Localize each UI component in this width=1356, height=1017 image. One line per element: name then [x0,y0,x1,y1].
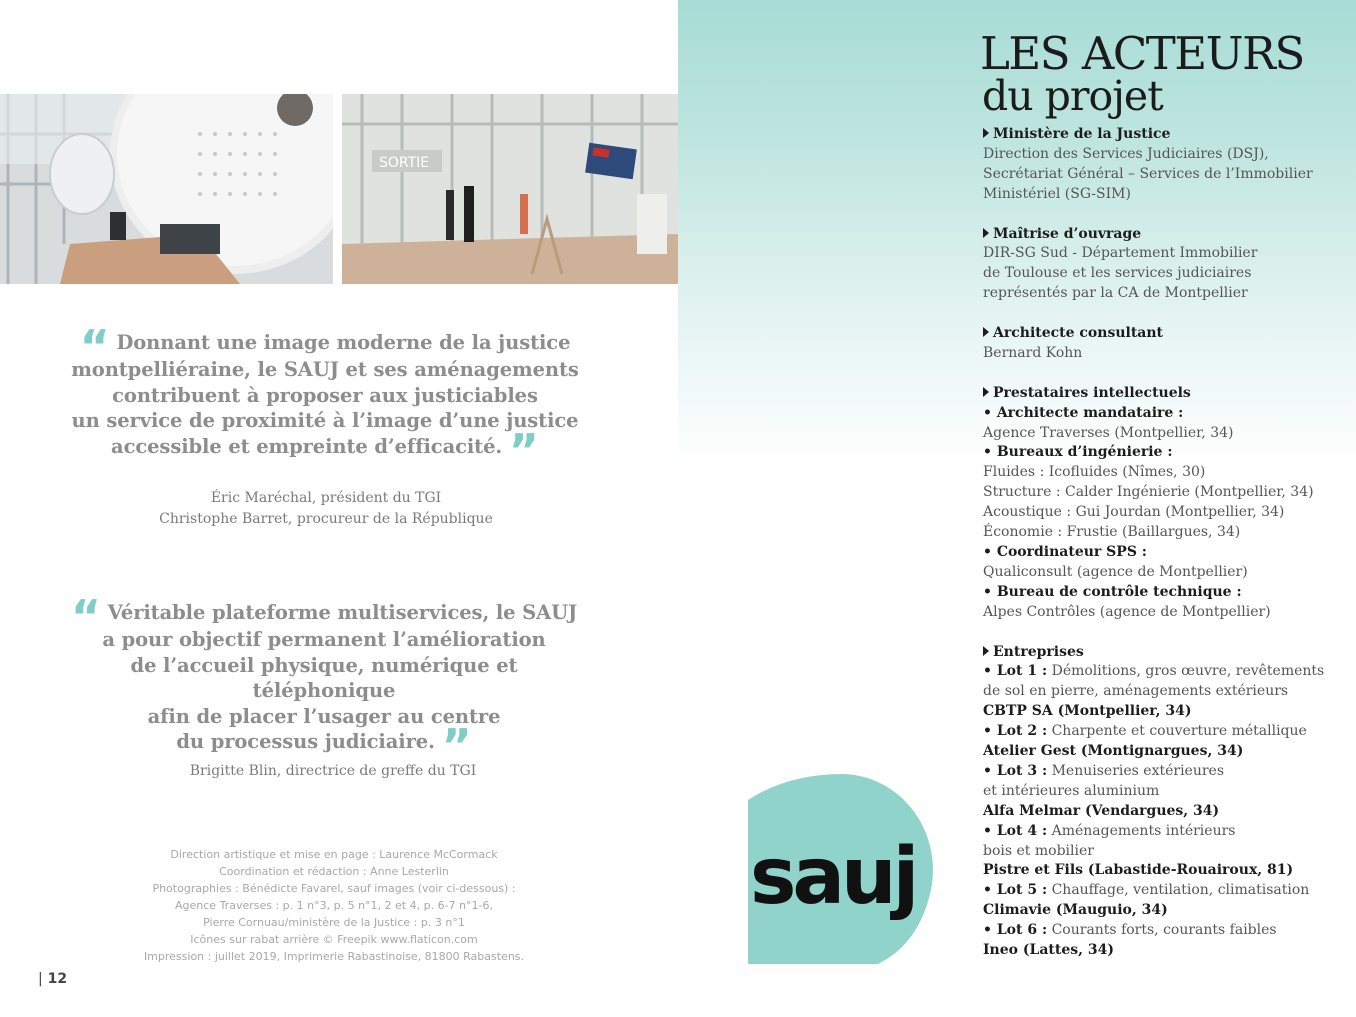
reception-desk-illustration [0,94,333,284]
list-item [983,901,1343,921]
list-item [983,802,1343,822]
page-number-bar: | [38,971,43,987]
section-heading-text: Ministère de la Justice [993,126,1171,142]
list-item-bold: • Lot 3 : [983,762,1048,779]
list-item [983,662,1343,682]
credits-line: Direction artistique et mise en page : Laurence McCormack [170,848,498,861]
credits-line: Photographies : Bénédicte Favarel, sauf images (voir ci-dessous) : [152,882,516,895]
list-item-text: Bernard Kohn [983,344,1083,361]
page-title: LES ACTEURS [980,27,1304,80]
list-item [983,185,1343,205]
list-item-bold: CBTP SA (Montpellier, 34) [983,703,1192,720]
section-heading-text: Prestataires intellectuels [993,384,1191,401]
list-item-text: Acoustique : Gui Jourdan (Montpellier, 34) [983,504,1285,521]
list-item-bold: Atelier Gest (Montignargues, 34) [983,743,1244,760]
exit-sign-text: SORTIE [379,155,430,171]
list-item-bold: • Lot 5 : [983,882,1048,899]
triangle-bullet-icon [983,228,989,238]
list-item-text: représentés par la CA de Montpellier [983,285,1248,302]
section-gap [983,304,1343,324]
list-item-bold: • Architecte mandataire : [983,404,1184,421]
list-item [983,921,1343,941]
list-item-bold: Climavie (Mauguio, 34) [983,902,1168,919]
list-item-bold: • Coordinateur SPS : [983,543,1147,560]
list-item [983,284,1343,304]
signature-2: Brigitte Blin, directrice de greffe du TGI [189,763,477,779]
list-item [983,702,1343,722]
list-item [983,503,1343,523]
quote-1-line-4: un service de proximité à l’image d’une justice [71,409,579,432]
quote-open-mark: “ [79,320,110,374]
list-item [983,523,1343,543]
triangle-bullet-icon [983,327,989,337]
triangle-bullet-icon [983,128,989,138]
quote-1-line-2: montpelliéraine, le SAUJ et ses aménagements [71,358,579,381]
hall-illustration [342,94,678,284]
signature-1-line-1: Éric Maréchal, président du TGI [210,490,442,506]
list-item-text: Charpente et couverture métallique [1047,723,1307,740]
list-item-text: Structure : Calder Ingénierie (Montpellier, 34) [983,484,1314,501]
section-heading [983,384,1343,404]
list-item-bold: • Bureau de contrôle technique : [983,583,1242,600]
quote-close-mark: ” [508,423,539,478]
credits-line: Impression : juillet 2019, Imprimerie Rabastinoise, 81800 Rabastens. [143,950,525,963]
list-item-bold: • Lot 1 : [983,663,1048,680]
list-item [983,881,1343,901]
quote-close-mark: ” [441,719,472,773]
list-item-text: Qualiconsult (agence de Montpellier) [983,563,1248,580]
list-item-bold: • Lot 4 : [983,822,1048,839]
list-item [983,244,1343,264]
list-item-text: Direction des Services Judiciaires (DSJ), [983,145,1269,162]
list-item [983,404,1343,424]
page-number [38,971,67,987]
section-heading-text: Maîtrise d’ouvrage [993,225,1142,242]
list-item [983,145,1343,165]
list-item-text: bois et mobilier [983,842,1094,859]
list-item-text: Fluides : Icofluides (Nîmes, 30) [983,464,1206,481]
quote-2-line-4: afin de placer l’usager au centre [147,704,501,728]
list-item [983,424,1343,444]
list-item-bold: Ineo (Lattes, 34) [983,942,1114,959]
section-heading [983,125,1343,145]
list-item-bold: Alfa Melmar (Vendargues, 34) [983,802,1220,819]
page-subtitle: du projet [982,72,1163,120]
list-item [983,941,1343,961]
section-heading [983,324,1343,344]
quote-2-line-5: du processus judiciaire. [176,730,435,753]
list-item-text: Agence Traverses (Montpellier, 34) [983,424,1234,441]
list-item [983,603,1343,623]
list-item [983,443,1343,463]
list-item [983,563,1343,583]
list-item [983,782,1343,802]
triangle-bullet-icon [983,646,989,656]
section-heading [983,643,1343,663]
list-item [983,463,1343,483]
actors-list [983,125,1343,961]
list-item-text: de sol en pierre, aménagements extérieurs [983,683,1289,700]
list-item [983,543,1343,563]
list-item [983,264,1343,284]
quote-1-line-3: contribuent à proposer aux justiciables [112,383,538,407]
list-item-text: Chauffage, ventilation, climatisation [1047,882,1310,899]
list-item-text: Aménagements intérieurs [1047,822,1236,839]
quote-open-mark: “ [70,590,101,644]
list-item-bold: • Lot 2 : [983,723,1048,740]
list-item-text: Alpes Contrôles (agence de Montpellier) [983,603,1271,620]
list-item [983,861,1343,881]
list-item-text: DIR-SG Sud - Département Immobilier [983,245,1258,262]
section-gap [983,205,1343,225]
list-item-text: de Toulouse et les services judiciaires [983,265,1252,282]
page-number-value: 12 [47,971,68,987]
list-item [983,842,1343,862]
list-item-bold: Pistre et Fils (Labastide-Rouairoux, 81) [983,862,1294,879]
sauj-logo [748,774,934,964]
credits-line: Coordination et rédaction : Anne Lesterlin [219,865,449,878]
list-item-text: Démolitions, gros œuvre, revêtements [1047,663,1325,680]
logo-text: sauj [750,832,916,922]
quote-2-line-1: Véritable plateforme multiservices, le SAUJ [107,601,578,624]
list-item-text: Ministériel (SG-SIM) [983,185,1131,202]
list-item [983,344,1343,364]
list-item-text: Secrétariat Général – Services de l’Immobilier [983,165,1313,182]
list-item [983,722,1343,742]
section-heading-text: Architecte consultant [993,325,1164,342]
list-item-bold: • Bureaux d’ingénierie : [983,444,1173,461]
list-item-text: Courants forts, courants faibles [1047,922,1277,939]
list-item-text: Menuiseries extérieures [1047,762,1225,779]
list-item [983,682,1343,702]
quote-2-line-3: de l’accueil physique, numérique et téléphonique [130,653,518,702]
list-item [983,762,1343,782]
credits-line: Icônes sur rabat arrière © Freepik www.flaticon.com [190,933,478,946]
quote-1-line-5: accessible et empreinte d’efficacité. [111,434,503,458]
quote-1-line-1: Donnant une image moderne de la justice [116,331,571,354]
list-item [983,583,1343,603]
list-item [983,822,1343,842]
credits-block [120,846,548,965]
section-heading [983,225,1343,245]
quote-2-line-2: a pour objectif permanent l’amélioration [102,628,546,651]
list-item-text: Économie : Frustie (Baillargues, 34) [983,524,1241,541]
photo-reception-desk [0,94,333,284]
list-item [983,165,1343,185]
list-item [983,483,1343,503]
section-gap [983,623,1343,643]
credits-line: Agence Traverses : p. 1 n°3, p. 5 n°1, 2 et 4, p. 6-7 n°1-6, [175,899,493,912]
signature-1-line-2: Christophe Barret, procureur de la République [159,511,493,527]
triangle-bullet-icon [983,387,989,397]
list-item [983,742,1343,762]
section-heading-text: Entreprises [993,643,1084,660]
signature-1 [100,488,552,530]
list-item-bold: • Lot 6 : [983,922,1048,939]
photo-hall-exit [342,94,678,284]
credits-line: Pierre Cornuau/ministère de la Justice : p. 3 n°1 [203,916,465,929]
list-item-text: et intérieures aluminium [983,782,1160,799]
quote-1 [70,320,580,478]
section-gap [983,364,1343,384]
